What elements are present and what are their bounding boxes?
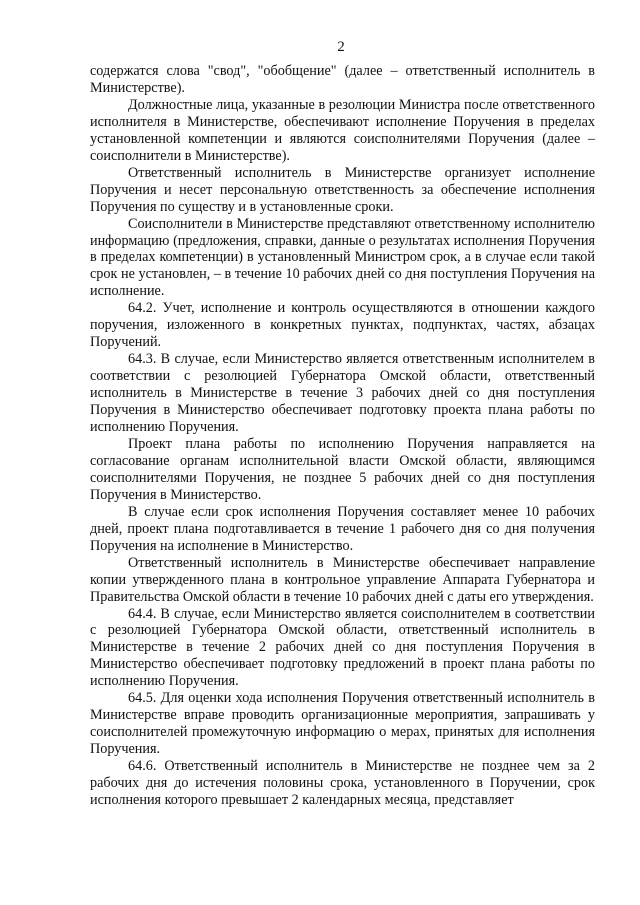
paragraph-64-6: 64.6. Ответственный исполнитель в Министерстве не позднее чем за 2 рабочих дня до истечения половины срока, установленного в Поручении, срок исполнения которого превышает 2 календарных месяца, представляет xyxy=(90,758,595,808)
paragraph-64-5: 64.5. Для оценки хода исполнения Поручения ответственный исполнитель в Министерстве вправе проводить организационные мероприятия, запрашивать у соисполнителей промежуточную информацию о мерах, принятых для исполнения Поручения. xyxy=(90,690,595,758)
paragraph-64-4: 64.4. В случае, если Министерство является соисполнителем в соответствии с резолюцией Губернатора Омской области, ответственный исполнитель в Министерстве в течение 2 рабочих дней со дня поступления Поручения в Министерство обеспечивает подготовку предложений в проект плана работы по исполнению Поручения. xyxy=(90,605,595,690)
paragraph-responsible-executor: Ответственный исполнитель в Министерстве организует исполнение Поручения и несет персональную ответственность за обеспечение исполнения Поручения по существу и в установленные сроки. xyxy=(90,164,595,215)
paragraph-64-3: 64.3. В случае, если Министерство является ответственным исполнителем в соответствии с резолюцией Губернатора Омской области, ответственный исполнитель в Министерстве в течение 3 рабочих дней со дня поступления Поручения в Министерство обеспечивает подготовку проекта плана работы по исполнению Поручения. xyxy=(90,351,595,436)
document-body xyxy=(90,63,595,809)
page-number: 2 xyxy=(337,39,345,55)
paragraph-officials: Должностные лица, указанные в резолюции Министра после ответственного исполнителя в Министерстве, обеспечивают исполнение Поручения в пределах установленной компетенции и являются соисполнителями Поручения (далее – соисполнители в Министерстве). xyxy=(90,96,595,164)
paragraph-plan-approval: Проект плана работы по исполнению Поручения направляется на согласование органам исполнительной власти Омской области, являющимся соисполнителями Поручения, не позднее 5 рабочих дней со дня поступления Поручения в Министерство. xyxy=(90,435,595,503)
paragraph-short-deadline: В случае если срок исполнения Поручения составляет менее 10 рабочих дней, проект плана подготавливается в течение 1 рабочего дня со дня получения Поручения на исполнение в Министерство. xyxy=(90,503,595,554)
paragraph-64-2: 64.2. Учет, исполнение и контроль осуществляются в отношении каждого поручения, изложенного в конкретных пунктах, подпунктах, частях, абзацах Поручений. xyxy=(90,300,595,351)
paragraph-plan-copy: Ответственный исполнитель в Министерстве обеспечивает направление копии утвержденного плана в контрольное управление Аппарата Губернатора и Правительства Омской области в течение 10 рабочих дней с даты его утверждения. xyxy=(90,554,595,605)
paragraph-continuation: содержатся слова "свод", "обобщение" (далее – ответственный исполнитель в Министерстве). xyxy=(90,63,595,96)
paragraph-co-executors: Соисполнители в Министерстве представляют ответственному исполнителю информацию (предложения, справки, данные о результатах исполнения Поручения в пределах компетенции) в установленный Министром срок, а в случае если такой срок не установлен, – в течение 10 рабочих дней со дня поступления Поручения на исполнение. xyxy=(90,215,595,300)
